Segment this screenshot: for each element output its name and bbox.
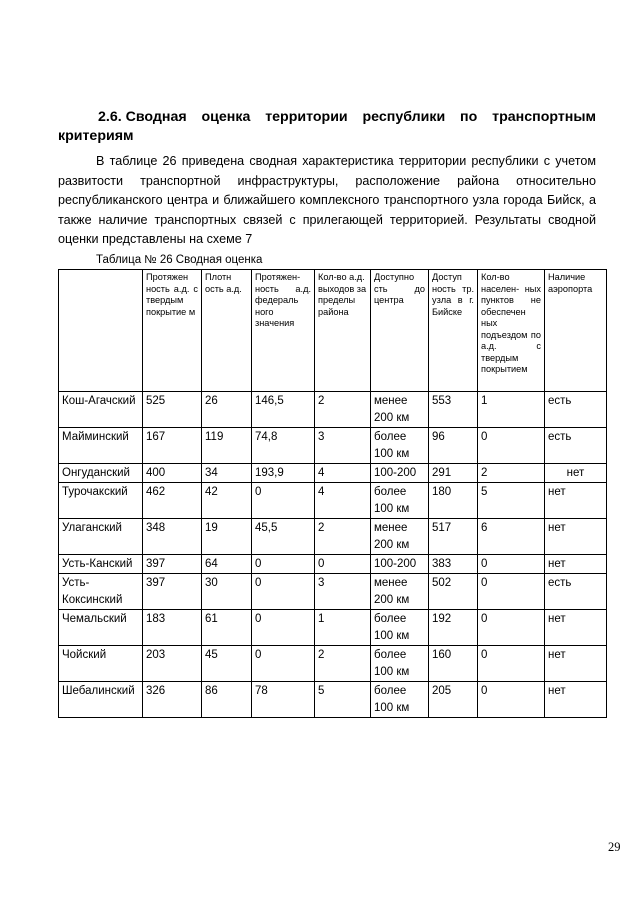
table-cell: 0 xyxy=(478,574,545,610)
table-row xyxy=(59,392,607,428)
table-row xyxy=(59,519,607,555)
table-cell: нет xyxy=(545,483,607,519)
table-cell: есть xyxy=(545,574,607,610)
table-cell: 203 xyxy=(143,646,202,682)
table-row xyxy=(59,682,607,718)
table-cell: 502 xyxy=(429,574,478,610)
table-cell: более 100 км xyxy=(371,610,429,646)
table-cell: 42 xyxy=(202,483,252,519)
table-cell: 5 xyxy=(478,483,545,519)
table-row xyxy=(59,464,607,483)
table-cell: 180 xyxy=(429,483,478,519)
table-cell: 74,8 xyxy=(252,428,315,464)
heading-line-1: 2.6. Сводная оценка территории республики по транспортным xyxy=(98,109,596,125)
paragraph-line: республиканского центра и ближайшего комплексного транспортного узла города Бийск, а xyxy=(58,193,596,207)
table-cell: 0 xyxy=(252,610,315,646)
table-cell: 326 xyxy=(143,682,202,718)
table-cell: 400 xyxy=(143,464,202,483)
header-cell-exits: Кол-во а.д. выходов за пределы района xyxy=(315,270,371,392)
table-cell: 193,9 xyxy=(252,464,315,483)
table-cell: 205 xyxy=(429,682,478,718)
table-cell: 167 xyxy=(143,428,202,464)
table-cell: 45 xyxy=(202,646,252,682)
header-cell-district xyxy=(59,270,143,392)
table-cell: 4 xyxy=(315,464,371,483)
table-row xyxy=(59,646,607,682)
table-row xyxy=(59,483,607,519)
table-cell: 0 xyxy=(478,646,545,682)
table-cell: 2 xyxy=(315,519,371,555)
header-cell-paved-length: Протяжен ность а.д. с твердым покрытие м xyxy=(143,270,202,392)
table-cell: более 100 км xyxy=(371,483,429,519)
table-cell: 0 xyxy=(478,555,545,574)
table-cell: 3 xyxy=(315,574,371,610)
paragraph-line: развитости транспортной инфраструктуры, расположение района относительно xyxy=(58,173,596,188)
table-cell: Чойский xyxy=(59,646,143,682)
paragraph-line: также наличие транспортных связей с прилегающей территорией. Результаты сводной xyxy=(58,212,596,227)
table-row xyxy=(59,610,607,646)
table-cell: более 100 км xyxy=(371,682,429,718)
table-cell: 0 xyxy=(252,574,315,610)
table-cell: 383 xyxy=(429,555,478,574)
table-cell: 26 xyxy=(202,392,252,428)
intro-paragraph xyxy=(58,152,596,250)
header-cell-center-access: Доступно сть до центра xyxy=(371,270,429,392)
table-cell: 45,5 xyxy=(252,519,315,555)
table-cell: 462 xyxy=(143,483,202,519)
table-cell: 19 xyxy=(202,519,252,555)
summary-table xyxy=(58,269,607,718)
table-cell: 119 xyxy=(202,428,252,464)
table-cell: нет xyxy=(545,646,607,682)
table-cell: 160 xyxy=(429,646,478,682)
table-cell: 6 xyxy=(478,519,545,555)
table-cell: есть xyxy=(545,428,607,464)
table-cell: 78 xyxy=(252,682,315,718)
page-number: 29 xyxy=(608,840,621,854)
header-cell-density: Плотн ость а.д. xyxy=(202,270,252,392)
table-cell: 5 xyxy=(315,682,371,718)
table-cell: 4 xyxy=(315,483,371,519)
header-cell-biysk-access: Доступ ность тр. узла в г. Бийске xyxy=(429,270,478,392)
table-cell: 100-200 xyxy=(371,555,429,574)
table-cell: Усть-Канский xyxy=(59,555,143,574)
header-cell-airport: Наличие аэропорта xyxy=(545,270,607,392)
table-cell: Чемальский xyxy=(59,610,143,646)
table-cell: 86 xyxy=(202,682,252,718)
table-cell: 0 xyxy=(315,555,371,574)
header-cell-unserved-settlements: Кол-во населен- ных пунктов не обеспечен ных подъездом по а.д. с твердым покрытием xyxy=(478,270,545,392)
table-cell: более 100 км xyxy=(371,646,429,682)
table-cell: 100-200 xyxy=(371,464,429,483)
table-cell: 397 xyxy=(143,555,202,574)
table-cell: Шебалинский xyxy=(59,682,143,718)
table-cell: 0 xyxy=(252,483,315,519)
table-row xyxy=(59,428,607,464)
section-heading xyxy=(58,108,596,146)
table-cell: 1 xyxy=(315,610,371,646)
table-cell: более 100 км xyxy=(371,428,429,464)
table-cell: 2 xyxy=(478,464,545,483)
table-cell: 146,5 xyxy=(252,392,315,428)
table-cell: менее 200 км xyxy=(371,392,429,428)
paragraph-line: оценки представлены на схеме 7 xyxy=(58,232,253,246)
section-number: 2.6. xyxy=(98,109,122,125)
table-cell: менее 200 км xyxy=(371,519,429,555)
table-cell: нет xyxy=(545,682,607,718)
table-cell: 0 xyxy=(478,682,545,718)
table-cell: нет xyxy=(545,464,607,483)
table-row xyxy=(59,555,607,574)
table-cell: нет xyxy=(545,555,607,574)
table-cell: 183 xyxy=(143,610,202,646)
table-cell: 348 xyxy=(143,519,202,555)
table-cell: 64 xyxy=(202,555,252,574)
table-cell: нет xyxy=(545,519,607,555)
table-cell: 1 xyxy=(478,392,545,428)
table-cell: 553 xyxy=(429,392,478,428)
table-cell: 2 xyxy=(315,392,371,428)
table-cell: 96 xyxy=(429,428,478,464)
table-cell: 0 xyxy=(252,646,315,682)
table-cell: 0 xyxy=(478,610,545,646)
table-cell: 525 xyxy=(143,392,202,428)
table-cell: 192 xyxy=(429,610,478,646)
table-cell: 0 xyxy=(252,555,315,574)
table-cell: есть xyxy=(545,392,607,428)
table-header-row xyxy=(59,270,607,392)
table-cell: нет xyxy=(545,610,607,646)
table-caption: Таблица № 26 Сводная оценка xyxy=(96,254,263,266)
table-cell: 2 xyxy=(315,646,371,682)
table-cell: 34 xyxy=(202,464,252,483)
table-row xyxy=(59,574,607,610)
table-cell: Турочакский xyxy=(59,483,143,519)
table-cell: Улаганский xyxy=(59,519,143,555)
heading-line-2: критериям xyxy=(58,128,134,144)
table-cell: 397 xyxy=(143,574,202,610)
table-cell: Майминский xyxy=(59,428,143,464)
table-cell: 3 xyxy=(315,428,371,464)
table-cell: 517 xyxy=(429,519,478,555)
table-cell: менее 200 км xyxy=(371,574,429,610)
table-cell: Усть-Коксинский xyxy=(59,574,143,610)
paragraph-line: В таблице 26 приведена сводная характеристика территории республики с учетом xyxy=(96,154,596,168)
table-cell: Онгуданский xyxy=(59,464,143,483)
table-cell: 30 xyxy=(202,574,252,610)
table-cell: 0 xyxy=(478,428,545,464)
table-cell: 61 xyxy=(202,610,252,646)
table-cell: Кош-Агачский xyxy=(59,392,143,428)
table-cell: 291 xyxy=(429,464,478,483)
header-cell-federal-length: Протяжен- ность а.д. федераль ного значения xyxy=(252,270,315,392)
